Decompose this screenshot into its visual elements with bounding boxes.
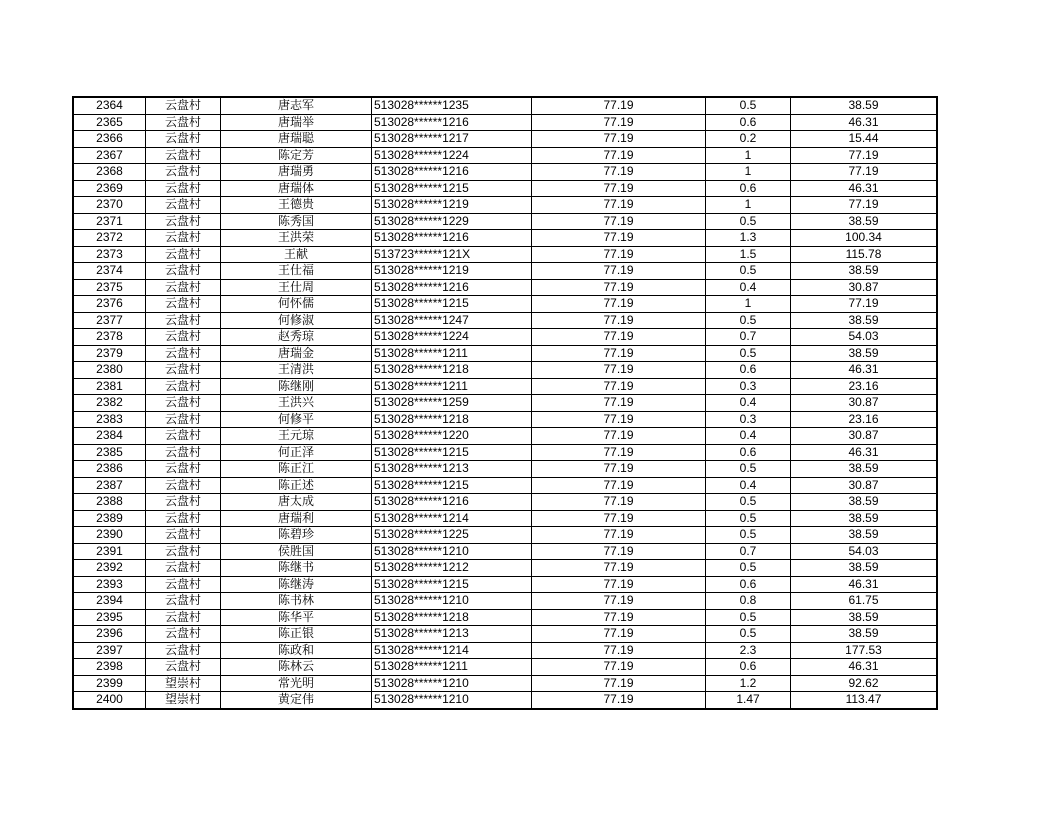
- cell-seq-number: 2374: [73, 263, 146, 280]
- cell-standard: 77.19: [532, 609, 706, 626]
- cell-village: 云盘村: [146, 362, 221, 379]
- cell-name: 唐志军: [221, 97, 372, 114]
- cell-village: 云盘村: [146, 296, 221, 313]
- cell-area: 1: [706, 197, 791, 214]
- table-row: [73, 461, 937, 478]
- cell-amount: 38.59: [791, 510, 938, 527]
- cell-area: 0.5: [706, 494, 791, 511]
- cell-seq-number: 2369: [73, 180, 146, 197]
- cell-standard: 77.19: [532, 444, 706, 461]
- table-row: [73, 642, 937, 659]
- cell-name: 陈正述: [221, 477, 372, 494]
- cell-name: 唐瑞勇: [221, 164, 372, 181]
- cell-amount: 38.59: [791, 213, 938, 230]
- cell-seq-number: 2385: [73, 444, 146, 461]
- cell-amount: 15.44: [791, 131, 938, 148]
- cell-seq-number: 2382: [73, 395, 146, 412]
- table-row: [73, 246, 937, 263]
- cell-amount: 38.59: [791, 345, 938, 362]
- cell-standard: 77.19: [532, 626, 706, 643]
- cell-standard: 77.19: [532, 345, 706, 362]
- cell-standard: 77.19: [532, 312, 706, 329]
- cell-id-number: 513028******1216: [372, 494, 532, 511]
- cell-name: 陈林云: [221, 659, 372, 676]
- cell-seq-number: 2383: [73, 411, 146, 428]
- cell-id-number: 513028******1224: [372, 329, 532, 346]
- table-row: [73, 692, 937, 709]
- cell-name: 王仕福: [221, 263, 372, 280]
- cell-amount: 38.59: [791, 97, 938, 114]
- cell-village: 云盘村: [146, 279, 221, 296]
- cell-standard: 77.19: [532, 477, 706, 494]
- cell-name: 王洪荣: [221, 230, 372, 247]
- cell-standard: 77.19: [532, 147, 706, 164]
- cell-standard: 77.19: [532, 395, 706, 412]
- cell-id-number: 513028******1218: [372, 362, 532, 379]
- cell-area: 0.5: [706, 263, 791, 280]
- cell-seq-number: 2375: [73, 279, 146, 296]
- cell-seq-number: 2391: [73, 543, 146, 560]
- cell-id-number: 513028******1214: [372, 642, 532, 659]
- cell-area: 0.6: [706, 576, 791, 593]
- cell-seq-number: 2395: [73, 609, 146, 626]
- cell-id-number: 513028******1213: [372, 626, 532, 643]
- table-row: [73, 477, 937, 494]
- cell-village: 云盘村: [146, 147, 221, 164]
- cell-area: 0.6: [706, 444, 791, 461]
- cell-seq-number: 2376: [73, 296, 146, 313]
- cell-name: 唐瑞聪: [221, 131, 372, 148]
- cell-village: 云盘村: [146, 510, 221, 527]
- cell-amount: 46.31: [791, 659, 938, 676]
- cell-seq-number: 2368: [73, 164, 146, 181]
- table-row: [73, 296, 937, 313]
- cell-id-number: 513028******1214: [372, 510, 532, 527]
- cell-amount: 113.47: [791, 692, 938, 709]
- cell-village: 望崇村: [146, 675, 221, 692]
- cell-id-number: 513028******1218: [372, 609, 532, 626]
- cell-area: 1.2: [706, 675, 791, 692]
- table-row: [73, 527, 937, 544]
- cell-standard: 77.19: [532, 411, 706, 428]
- cell-name: 唐瑞体: [221, 180, 372, 197]
- cell-standard: 77.19: [532, 263, 706, 280]
- cell-standard: 77.19: [532, 230, 706, 247]
- table-row: [73, 131, 937, 148]
- cell-village: 云盘村: [146, 642, 221, 659]
- cell-seq-number: 2386: [73, 461, 146, 478]
- table-row: [73, 593, 937, 610]
- cell-area: 0.7: [706, 329, 791, 346]
- cell-standard: 77.19: [532, 246, 706, 263]
- table-row: [73, 675, 937, 692]
- cell-village: 云盘村: [146, 230, 221, 247]
- cell-name: 王献: [221, 246, 372, 263]
- cell-amount: 61.75: [791, 593, 938, 610]
- cell-village: 云盘村: [146, 494, 221, 511]
- cell-amount: 38.59: [791, 609, 938, 626]
- cell-area: 0.5: [706, 609, 791, 626]
- cell-standard: 77.19: [532, 296, 706, 313]
- cell-standard: 77.19: [532, 378, 706, 395]
- cell-amount: 38.59: [791, 494, 938, 511]
- cell-area: 0.5: [706, 527, 791, 544]
- cell-name: 何怀儒: [221, 296, 372, 313]
- data-table: [72, 96, 938, 710]
- cell-name: 黄定伟: [221, 692, 372, 709]
- cell-standard: 77.19: [532, 114, 706, 131]
- cell-id-number: 513028******1217: [372, 131, 532, 148]
- cell-area: 0.4: [706, 395, 791, 412]
- cell-seq-number: 2365: [73, 114, 146, 131]
- cell-amount: 38.59: [791, 560, 938, 577]
- cell-village: 云盘村: [146, 312, 221, 329]
- cell-standard: 77.19: [532, 642, 706, 659]
- cell-area: 0.6: [706, 362, 791, 379]
- cell-seq-number: 2373: [73, 246, 146, 263]
- cell-area: 0.5: [706, 97, 791, 114]
- cell-area: 0.5: [706, 560, 791, 577]
- cell-standard: 77.19: [532, 692, 706, 709]
- cell-village: 望崇村: [146, 692, 221, 709]
- cell-seq-number: 2381: [73, 378, 146, 395]
- table-row: [73, 345, 937, 362]
- cell-name: 王洪兴: [221, 395, 372, 412]
- cell-amount: 115.78: [791, 246, 938, 263]
- cell-seq-number: 2394: [73, 593, 146, 610]
- cell-standard: 77.19: [532, 279, 706, 296]
- cell-standard: 77.19: [532, 164, 706, 181]
- cell-id-number: 513028******1229: [372, 213, 532, 230]
- cell-seq-number: 2372: [73, 230, 146, 247]
- cell-village: 云盘村: [146, 477, 221, 494]
- cell-seq-number: 2387: [73, 477, 146, 494]
- cell-id-number: 513028******1259: [372, 395, 532, 412]
- cell-name: 王德贵: [221, 197, 372, 214]
- cell-amount: 38.59: [791, 527, 938, 544]
- cell-standard: 77.19: [532, 131, 706, 148]
- cell-standard: 77.19: [532, 543, 706, 560]
- cell-area: 1.3: [706, 230, 791, 247]
- cell-id-number: 513028******1216: [372, 164, 532, 181]
- cell-village: 云盘村: [146, 411, 221, 428]
- cell-standard: 77.19: [532, 180, 706, 197]
- cell-seq-number: 2400: [73, 692, 146, 709]
- cell-id-number: 513028******1224: [372, 147, 532, 164]
- cell-id-number: 513028******1213: [372, 461, 532, 478]
- cell-seq-number: 2398: [73, 659, 146, 676]
- cell-name: 何修淑: [221, 312, 372, 329]
- cell-id-number: 513028******1210: [372, 593, 532, 610]
- cell-seq-number: 2384: [73, 428, 146, 445]
- cell-id-number: 513028******1215: [372, 444, 532, 461]
- cell-id-number: 513028******1210: [372, 543, 532, 560]
- cell-id-number: 513028******1216: [372, 279, 532, 296]
- cell-name: 陈碧珍: [221, 527, 372, 544]
- cell-area: 0.2: [706, 131, 791, 148]
- cell-name: 何正泽: [221, 444, 372, 461]
- cell-amount: 77.19: [791, 147, 938, 164]
- cell-standard: 77.19: [532, 428, 706, 445]
- cell-id-number: 513028******1235: [372, 97, 532, 114]
- table-row: [73, 312, 937, 329]
- cell-id-number: 513028******1215: [372, 477, 532, 494]
- cell-village: 云盘村: [146, 543, 221, 560]
- cell-seq-number: 2389: [73, 510, 146, 527]
- cell-amount: 23.16: [791, 378, 938, 395]
- cell-amount: 30.87: [791, 279, 938, 296]
- cell-village: 云盘村: [146, 246, 221, 263]
- cell-name: 陈定芳: [221, 147, 372, 164]
- cell-village: 云盘村: [146, 560, 221, 577]
- cell-seq-number: 2364: [73, 97, 146, 114]
- cell-area: 0.3: [706, 411, 791, 428]
- cell-name: 陈书林: [221, 593, 372, 610]
- cell-area: 0.4: [706, 477, 791, 494]
- cell-seq-number: 2388: [73, 494, 146, 511]
- cell-name: 王元琼: [221, 428, 372, 445]
- cell-amount: 46.31: [791, 362, 938, 379]
- cell-area: 0.5: [706, 312, 791, 329]
- cell-name: 陈继刚: [221, 378, 372, 395]
- cell-amount: 38.59: [791, 312, 938, 329]
- cell-amount: 77.19: [791, 164, 938, 181]
- table-row: [73, 213, 937, 230]
- cell-standard: 77.19: [532, 97, 706, 114]
- cell-standard: 77.19: [532, 659, 706, 676]
- cell-name: 何修平: [221, 411, 372, 428]
- table-row: [73, 147, 937, 164]
- cell-area: 0.3: [706, 378, 791, 395]
- cell-village: 云盘村: [146, 576, 221, 593]
- cell-village: 云盘村: [146, 131, 221, 148]
- cell-village: 云盘村: [146, 114, 221, 131]
- table-body: [73, 97, 937, 709]
- cell-name: 陈华平: [221, 609, 372, 626]
- cell-village: 云盘村: [146, 461, 221, 478]
- cell-village: 云盘村: [146, 395, 221, 412]
- cell-village: 云盘村: [146, 378, 221, 395]
- cell-id-number: 513028******1220: [372, 428, 532, 445]
- cell-name: 陈政和: [221, 642, 372, 659]
- cell-name: 侯胜国: [221, 543, 372, 560]
- cell-area: 1: [706, 296, 791, 313]
- cell-village: 云盘村: [146, 527, 221, 544]
- table-row: [73, 279, 937, 296]
- cell-amount: 46.31: [791, 114, 938, 131]
- cell-seq-number: 2378: [73, 329, 146, 346]
- cell-standard: 77.19: [532, 494, 706, 511]
- cell-village: 云盘村: [146, 626, 221, 643]
- cell-seq-number: 2380: [73, 362, 146, 379]
- table-row: [73, 444, 937, 461]
- cell-id-number: 513028******1211: [372, 378, 532, 395]
- cell-id-number: 513028******1218: [372, 411, 532, 428]
- cell-seq-number: 2371: [73, 213, 146, 230]
- cell-name: 唐瑞利: [221, 510, 372, 527]
- cell-area: 0.8: [706, 593, 791, 610]
- cell-standard: 77.19: [532, 510, 706, 527]
- cell-id-number: 513028******1247: [372, 312, 532, 329]
- table-row: [73, 97, 937, 114]
- cell-name: 唐瑞举: [221, 114, 372, 131]
- table-row: [73, 560, 937, 577]
- cell-area: 0.5: [706, 510, 791, 527]
- cell-id-number: 513028******1219: [372, 263, 532, 280]
- cell-id-number: 513028******1215: [372, 576, 532, 593]
- cell-amount: 54.03: [791, 543, 938, 560]
- cell-id-number: 513028******1211: [372, 345, 532, 362]
- table-row: [73, 626, 937, 643]
- cell-id-number: 513028******1212: [372, 560, 532, 577]
- cell-standard: 77.19: [532, 560, 706, 577]
- cell-name: 赵秀琼: [221, 329, 372, 346]
- table-row: [73, 263, 937, 280]
- cell-amount: 177.53: [791, 642, 938, 659]
- cell-village: 云盘村: [146, 263, 221, 280]
- table-row: [73, 197, 937, 214]
- cell-amount: 38.59: [791, 263, 938, 280]
- cell-standard: 77.19: [532, 576, 706, 593]
- cell-standard: 77.19: [532, 527, 706, 544]
- cell-amount: 46.31: [791, 180, 938, 197]
- cell-name: 唐太成: [221, 494, 372, 511]
- cell-name: 王仕周: [221, 279, 372, 296]
- cell-seq-number: 2399: [73, 675, 146, 692]
- cell-seq-number: 2370: [73, 197, 146, 214]
- cell-name: 陈继书: [221, 560, 372, 577]
- cell-id-number: 513028******1210: [372, 675, 532, 692]
- cell-id-number: 513028******1216: [372, 230, 532, 247]
- cell-amount: 30.87: [791, 395, 938, 412]
- cell-village: 云盘村: [146, 197, 221, 214]
- cell-amount: 54.03: [791, 329, 938, 346]
- cell-area: 1.5: [706, 246, 791, 263]
- cell-seq-number: 2366: [73, 131, 146, 148]
- cell-standard: 77.19: [532, 362, 706, 379]
- cell-id-number: 513723******121X: [372, 246, 532, 263]
- cell-name: 陈秀国: [221, 213, 372, 230]
- cell-id-number: 513028******1211: [372, 659, 532, 676]
- cell-amount: 30.87: [791, 477, 938, 494]
- cell-area: 1.47: [706, 692, 791, 709]
- cell-seq-number: 2379: [73, 345, 146, 362]
- cell-seq-number: 2390: [73, 527, 146, 544]
- cell-area: 2.3: [706, 642, 791, 659]
- cell-area: 0.5: [706, 626, 791, 643]
- cell-village: 云盘村: [146, 609, 221, 626]
- cell-area: 0.6: [706, 114, 791, 131]
- cell-area: 0.5: [706, 461, 791, 478]
- table-row: [73, 510, 937, 527]
- cell-village: 云盘村: [146, 164, 221, 181]
- cell-standard: 77.19: [532, 593, 706, 610]
- cell-id-number: 513028******1215: [372, 296, 532, 313]
- cell-seq-number: 2367: [73, 147, 146, 164]
- cell-seq-number: 2377: [73, 312, 146, 329]
- cell-village: 云盘村: [146, 180, 221, 197]
- cell-name: 陈正银: [221, 626, 372, 643]
- cell-area: 0.6: [706, 659, 791, 676]
- cell-village: 云盘村: [146, 659, 221, 676]
- cell-village: 云盘村: [146, 97, 221, 114]
- cell-village: 云盘村: [146, 329, 221, 346]
- table-row: [73, 609, 937, 626]
- table-row: [73, 164, 937, 181]
- table-row: [73, 180, 937, 197]
- table-row: [73, 576, 937, 593]
- cell-standard: 77.19: [532, 675, 706, 692]
- cell-area: 0.7: [706, 543, 791, 560]
- cell-amount: 38.59: [791, 626, 938, 643]
- cell-amount: 100.34: [791, 230, 938, 247]
- cell-name: 唐瑞金: [221, 345, 372, 362]
- cell-standard: 77.19: [532, 197, 706, 214]
- cell-village: 云盘村: [146, 593, 221, 610]
- cell-name: 陈正江: [221, 461, 372, 478]
- cell-village: 云盘村: [146, 213, 221, 230]
- cell-standard: 77.19: [532, 213, 706, 230]
- cell-area: 1: [706, 164, 791, 181]
- cell-name: 王清洪: [221, 362, 372, 379]
- cell-seq-number: 2397: [73, 642, 146, 659]
- cell-amount: 92.62: [791, 675, 938, 692]
- cell-id-number: 513028******1219: [372, 197, 532, 214]
- cell-name: 陈继涛: [221, 576, 372, 593]
- table-row: [73, 362, 937, 379]
- cell-standard: 77.19: [532, 461, 706, 478]
- cell-seq-number: 2392: [73, 560, 146, 577]
- table-row: [73, 494, 937, 511]
- cell-amount: 30.87: [791, 428, 938, 445]
- cell-id-number: 513028******1210: [372, 692, 532, 709]
- cell-amount: 46.31: [791, 576, 938, 593]
- cell-area: 0.5: [706, 213, 791, 230]
- cell-area: 0.4: [706, 428, 791, 445]
- cell-id-number: 513028******1215: [372, 180, 532, 197]
- table-row: [73, 395, 937, 412]
- cell-village: 云盘村: [146, 428, 221, 445]
- cell-area: 1: [706, 147, 791, 164]
- cell-standard: 77.19: [532, 329, 706, 346]
- cell-area: 0.6: [706, 180, 791, 197]
- table-row: [73, 114, 937, 131]
- cell-amount: 46.31: [791, 444, 938, 461]
- cell-name: 常光明: [221, 675, 372, 692]
- table-row: [73, 428, 937, 445]
- table-row: [73, 659, 937, 676]
- cell-village: 云盘村: [146, 345, 221, 362]
- cell-area: 0.5: [706, 345, 791, 362]
- table-row: [73, 378, 937, 395]
- table-row: [73, 230, 937, 247]
- table-row: [73, 543, 937, 560]
- cell-amount: 77.19: [791, 197, 938, 214]
- cell-amount: 38.59: [791, 461, 938, 478]
- cell-id-number: 513028******1225: [372, 527, 532, 544]
- cell-id-number: 513028******1216: [372, 114, 532, 131]
- cell-amount: 23.16: [791, 411, 938, 428]
- table-row: [73, 411, 937, 428]
- cell-village: 云盘村: [146, 444, 221, 461]
- cell-area: 0.4: [706, 279, 791, 296]
- table-row: [73, 329, 937, 346]
- cell-amount: 77.19: [791, 296, 938, 313]
- cell-seq-number: 2393: [73, 576, 146, 593]
- cell-seq-number: 2396: [73, 626, 146, 643]
